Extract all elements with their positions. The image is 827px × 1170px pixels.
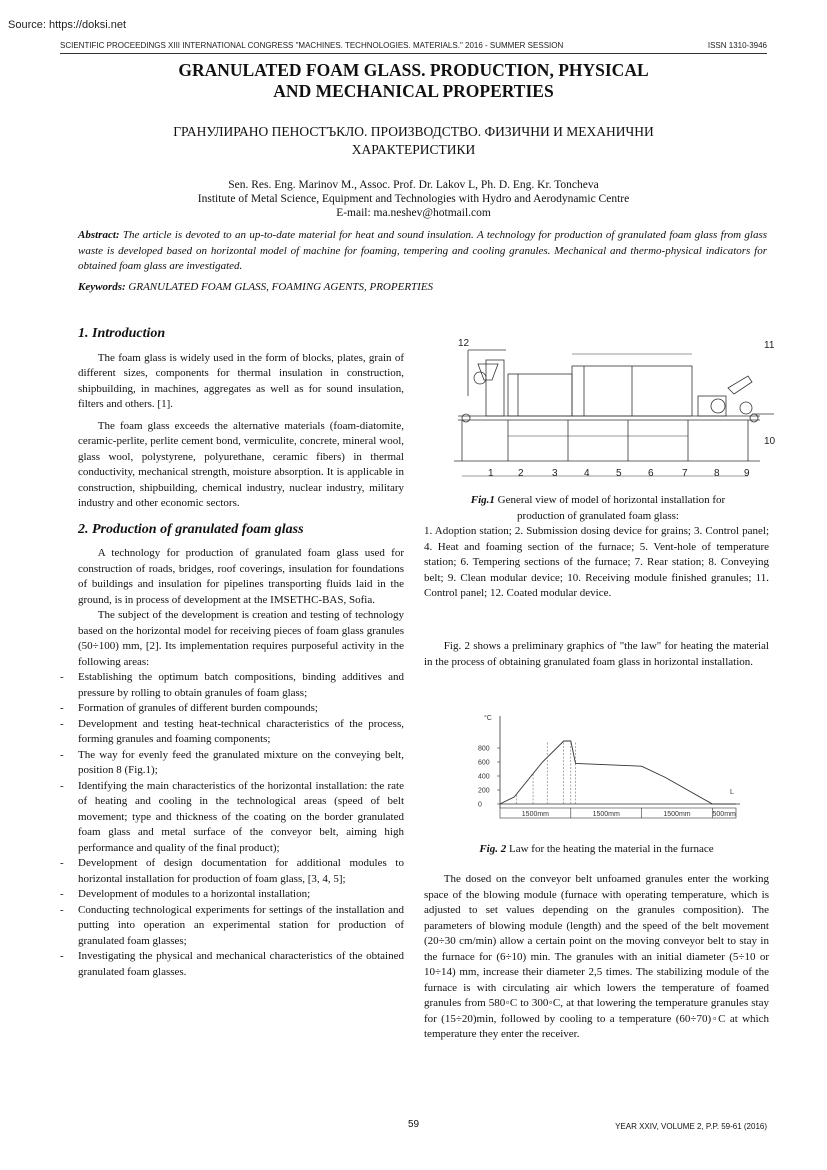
sec2-paragraph-2: The subject of the development is creation and testing of technology based on the horizontal model for receiving pieces of foam glass granules (50÷100) mm, [2]. Its implementation requires purposeful activity in the following areas: [78, 609, 404, 668]
header-journal: SCIENTIFIC PROCEEDINGS XIII INTERNATIONAL CONGRESS "MACHINES. TECHNOLOGIES. MATERIALS." 2016 - SUMMER SESSION [60, 41, 564, 50]
paper-title [60, 60, 767, 102]
fig1-caption-line1: General view of model of horizontal installation for [494, 494, 726, 506]
y-tick-label: 800 [478, 745, 490, 753]
footer-volume: YEAR XXIV, VOLUME 2, P.P. 59-61 (2016) [615, 1122, 767, 1131]
segment-label: 500mm [712, 811, 736, 818]
list-item: - Development of modules to a horizontal installation; [60, 888, 311, 900]
fig2-heating-chart [460, 708, 750, 826]
fig1-caption [448, 493, 748, 524]
fig1-caption-line2: production of granulated foam glass: [517, 509, 679, 522]
title-line-1: GRANULATED FOAM GLASS. PRODUCTION, PHYSICAL [178, 60, 649, 80]
list-item: - Establishing the optimum batch compositions, binding additives and pressure by rolling to obtain granules of foam glass; [60, 671, 404, 699]
fig2-caption-text: Law for the heating the material in the furnace [506, 843, 714, 855]
left-column [60, 326, 404, 980]
fig1-label: Fig.1 [470, 494, 495, 506]
y-tick-label: 400 [478, 773, 490, 781]
section-2-heading: 2. Production of granulated foam glass [78, 521, 304, 537]
abstract-label: Abstract: [78, 229, 120, 241]
fig1-callout: 2 [518, 468, 524, 479]
fig1-callout: 12 [458, 338, 470, 349]
segment-label: 1500mm [592, 811, 620, 818]
keywords [78, 281, 767, 293]
page-number: 59 [407, 1119, 420, 1130]
heating-curve [500, 741, 736, 804]
fig2-intro: Fig. 2 shows a preliminary graphics of "the law" for heating the material in the process of obtaining granulated foam glass in horizontal installation. [424, 640, 769, 668]
y-tick-label: 200 [478, 787, 490, 795]
keywords-label: Keywords: [78, 281, 126, 293]
x-axis-label: L [730, 789, 734, 796]
source-label: Source: https://doksi.net [8, 19, 127, 31]
segment-label: 1500mm [521, 811, 550, 818]
list-item: - Development and testing heat-technical characteristics of the process, forming granules and foaming components; [60, 717, 404, 745]
right-paragraph-2: The dosed on the conveyor belt unfoamed granules enter the working space of the blowing module (furnace with operating temperature, which is adjusted to set values depending on the granules composition). The parameters of blowing module (length) and the speed of the belt movement (20÷30 cm/min) allow a certain point on the moving conveyor belt to stay in the furnace for (6÷10) min. The granules with an initial diameter (5÷10 or 10÷14) mm, increase their diameter 2,5 times. The stabilizing module of the furnace is with circulating air which lowers the temperature of foamed granules from 580◦C to 300◦C, at that lowering the temperature granules stay for (15÷20)min, followed by cooling to a temperature (60÷70)◦C at which temperature they enter the receiver. [424, 873, 769, 1040]
fig1-installation-drawing [448, 336, 778, 484]
sec2-paragraph-1: A technology for production of granulated foam glass used for construction of roads, bridges, roof coverings, insulation for foundations of buildings and insulation for pipelines transporting fluids laid in the ground, is in process of development at the IMSETHC-BAS, Sofia. [78, 547, 404, 606]
development-list [60, 670, 404, 980]
fig1-callout: 6 [648, 468, 654, 479]
author-block [60, 178, 767, 220]
section-1-heading: 1. Introduction [78, 326, 166, 341]
keywords-text: GRANULATED FOAM GLASS, FOAMING AGENTS, PROPERTIES [128, 281, 434, 293]
fig1-callout: 8 [714, 468, 720, 479]
fig1-callout: 7 [682, 468, 688, 479]
header-issn: ISSN 1310-3946 [707, 41, 767, 50]
email: E-mail: ma.neshev@hotmail.com [336, 207, 491, 219]
list-item: - Formation of granules of different burden compounds; [60, 702, 318, 714]
running-header [60, 41, 767, 54]
fig2-label: Fig. 2 [479, 843, 507, 855]
subtitle-line-2: ХАРАКТЕРИСТИКИ [351, 142, 476, 157]
subtitle-line-1: ГРАНУЛИРАНО ПЕНОСТЪКЛО. ПРОИЗВОДСТВО. ФИЗИЧНИ И МЕХАНИЧНИ [173, 124, 654, 139]
fig1-legend: 1. Adoption station; 2. Submission dosing device for grains; 3. Control panel; 4. Heat and foaming section of the furnace; 5. Vent-hole of temperature station; 6. Tempering sections of the furnace; 7. Rear station; 8. Conveying belt; 9. Clean modular device; 10. Receiving module finished granules; 11. Control panel; 12. Coated modular device. [424, 525, 769, 599]
sec1-paragraph-1: The foam glass is widely used in the form of blocks, plates, grain of different sizes, components for thermal insulation in construction, shipbuilding, in machines, aggregates as well as for sound insulation, filters and others. [1]. [78, 351, 404, 410]
abstract [78, 228, 767, 275]
fig1-callout: 5 [616, 468, 622, 479]
list-item: - Investigating the physical and mechanical characteristics of the obtained granulated foam glasses. [60, 950, 404, 978]
list-item: - Conducting technological experiments for settings of the installation and putting into operation an experimental station for production of granulated foam glasses; [60, 903, 404, 947]
y-axis-label: °C [484, 715, 492, 722]
paper-subtitle [90, 123, 737, 159]
authors: Sen. Res. Eng. Marinov M., Assoc. Prof. Dr. Lakov L, Ph. D. Eng. Kr. Toncheva [228, 179, 599, 191]
fig1-callout: 9 [744, 468, 750, 479]
fig1-callout: 11 [764, 340, 775, 351]
y-tick-label: 0 [478, 801, 482, 809]
fig1-callout: 4 [584, 468, 590, 479]
segment-label: 1500mm [663, 811, 691, 818]
institute: Institute of Metal Science, Equipment and Technologies with Hydro and Aerodynamic Centre [197, 193, 630, 205]
list-item: - The way for evenly feed the granulated mixture on the conveying belt, position 8 (Fig.1); [60, 748, 404, 776]
sec1-paragraph-2: The foam glass exceeds the alternative materials (foam-diatomite, ceramic-perlite, perlite cement bond, vermiculite, concrete, mineral wool, glass wool, polystyrene, polyurethane, ceramic fibers) in thermal conductivity, mechanical strength, moisture absorption. It is applicable in construction, shipbuilding, chemical industry, nuclear industry, military industry and other economic sectors. [78, 419, 404, 509]
fig1-callout: 10 [764, 436, 776, 447]
fig1-callout: 1 [488, 468, 494, 479]
abstract-text: The article is devoted to an up-to-date material for heat and sound insulation. A technology for production of granulated foam glass from glass waste is developed based on horizontal model of machine for foaming, tempering and cooling granules. Mechanical and thermo-physical indicators for obtained foam glass are investigated. [78, 229, 768, 272]
fig2-caption [424, 842, 769, 858]
title-line-2: AND MECHANICAL PROPERTIES [273, 81, 554, 101]
list-item: - Identifying the main characteristics of the horizontal installation: the rate of heating and cooling in the technological areas (speed of belt movement; type and thickness of the coating on the border granulated foam glass and metal surface of the conveyor belt, aiming high performance and quality of the final product); [60, 779, 404, 854]
fig1-callout: 3 [552, 468, 558, 479]
y-tick-label: 600 [478, 759, 490, 767]
list-item: - Development of design documentation for additional modules to horizontal installation for production of foam glass, [3, 4, 5]; [60, 857, 404, 885]
